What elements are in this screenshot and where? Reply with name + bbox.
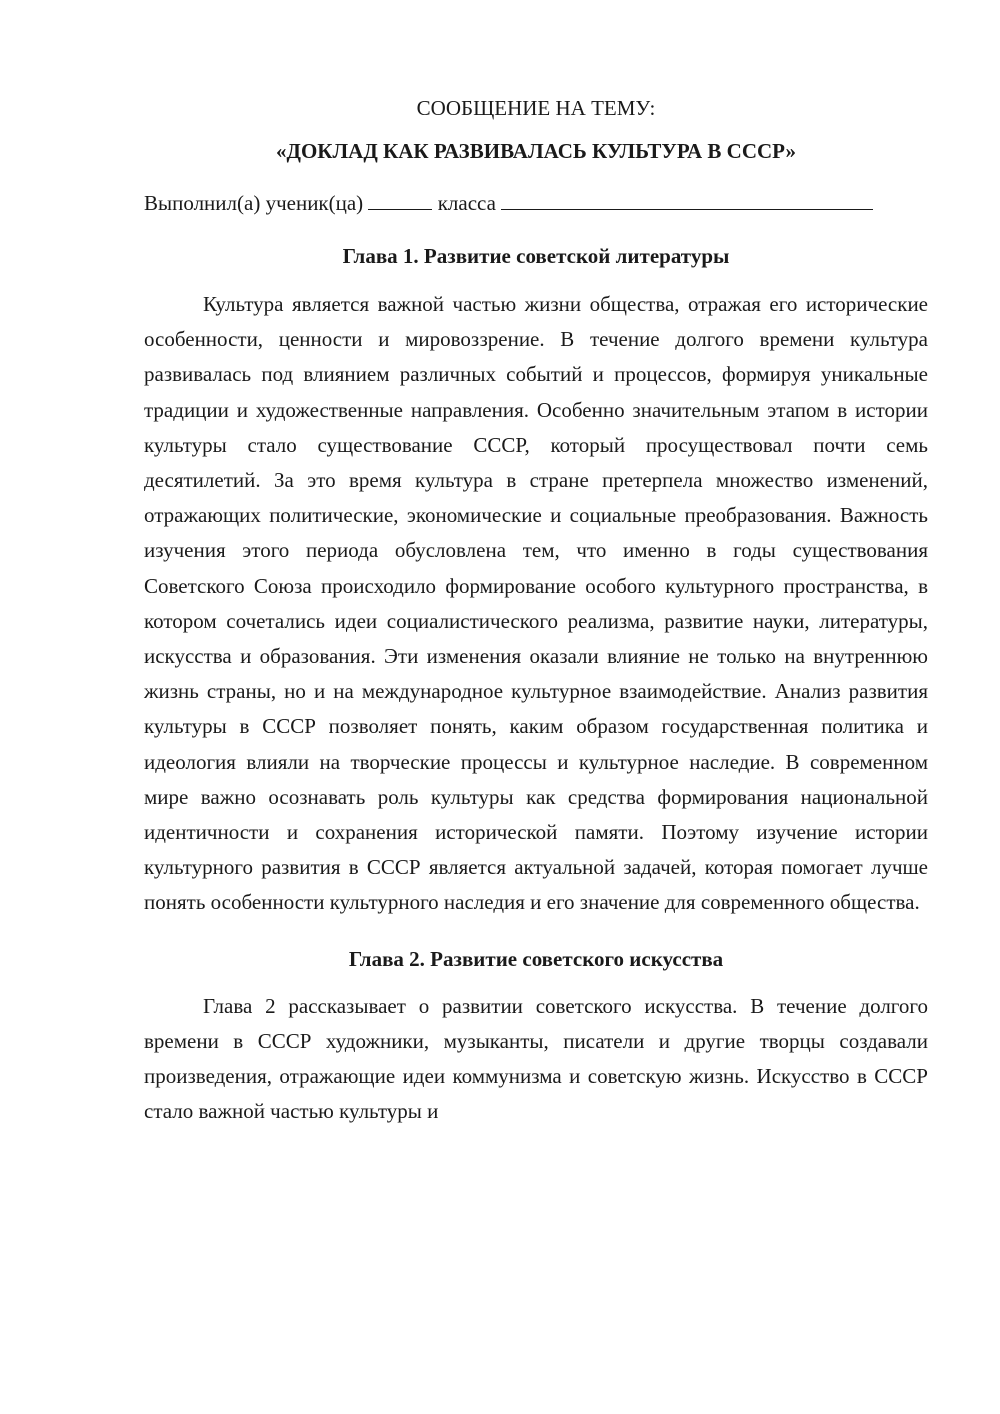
chapter-1-heading: Глава 1. Развитие советской литературы — [342, 244, 730, 268]
class-label: класса — [437, 191, 496, 215]
chapter-2-heading: Глава 2. Развитие советского искусства — [348, 946, 724, 971]
chapter-1-paragraph: Культура является важной частью жизни общества, отражая его исторические особенности, ценности и мировоззрение. В течение долгого времени культура развивалась под влиянием различных событий и процессов, формируя уникальные традиции и художественные направления. Особенно значительным этапом в истории культуры стало существование СССР, который просуществовал почти семь десятилетий. За это время культура в стране претерпела множество изменений, отражающих политические, экономические и социальные преобразования. Важность изучения этого периода обусловлена тем, что именно в годы существования Советского Союза происходило формирование особого культурного пространства, в котором сочетались идеи социалистического реализма, развитие науки, литературы, искусства и образования. Эти изменения оказали влияние не только на внутреннюю жизнь страны, но и на международное культурное взаимодействие. Анализ развития культуры в СССР позволяет понять, каким образом государственная политика и идеология влияли на творческие процессы и культурное наследие. В современном мире важно осознавать роль культуры как средства формирования национальной идентичности и сохранения исторической памяти. Поэтому изучение истории культурного развития в СССР является актуальной задачей, которая помогает лучше понять особенности культурного наследия и его значение для современного общества. — [144, 292, 928, 915]
class-number-blank[interactable] — [368, 189, 432, 210]
chapter-2-paragraph: Глава 2 рассказывает о развитии советского искусства. В течение долгого времени в СССР художники, музыканты, писатели и другие творцы создавали произведения, отражающие идеи коммунизма и советскую жизнь. Искусство в СССР стало важной частью культуры и — [144, 993, 928, 1124]
author-label: Выполнил(а) ученик(ца) — [144, 191, 364, 215]
author-line — [144, 187, 928, 219]
document-title: «ДОКЛАД КАК РАЗВИВАЛАСЬ КУЛЬТУРА В СССР» — [276, 139, 796, 163]
document-type: СООБЩЕНИЕ НА ТЕМУ: — [416, 96, 656, 120]
student-name-blank[interactable] — [501, 189, 873, 210]
